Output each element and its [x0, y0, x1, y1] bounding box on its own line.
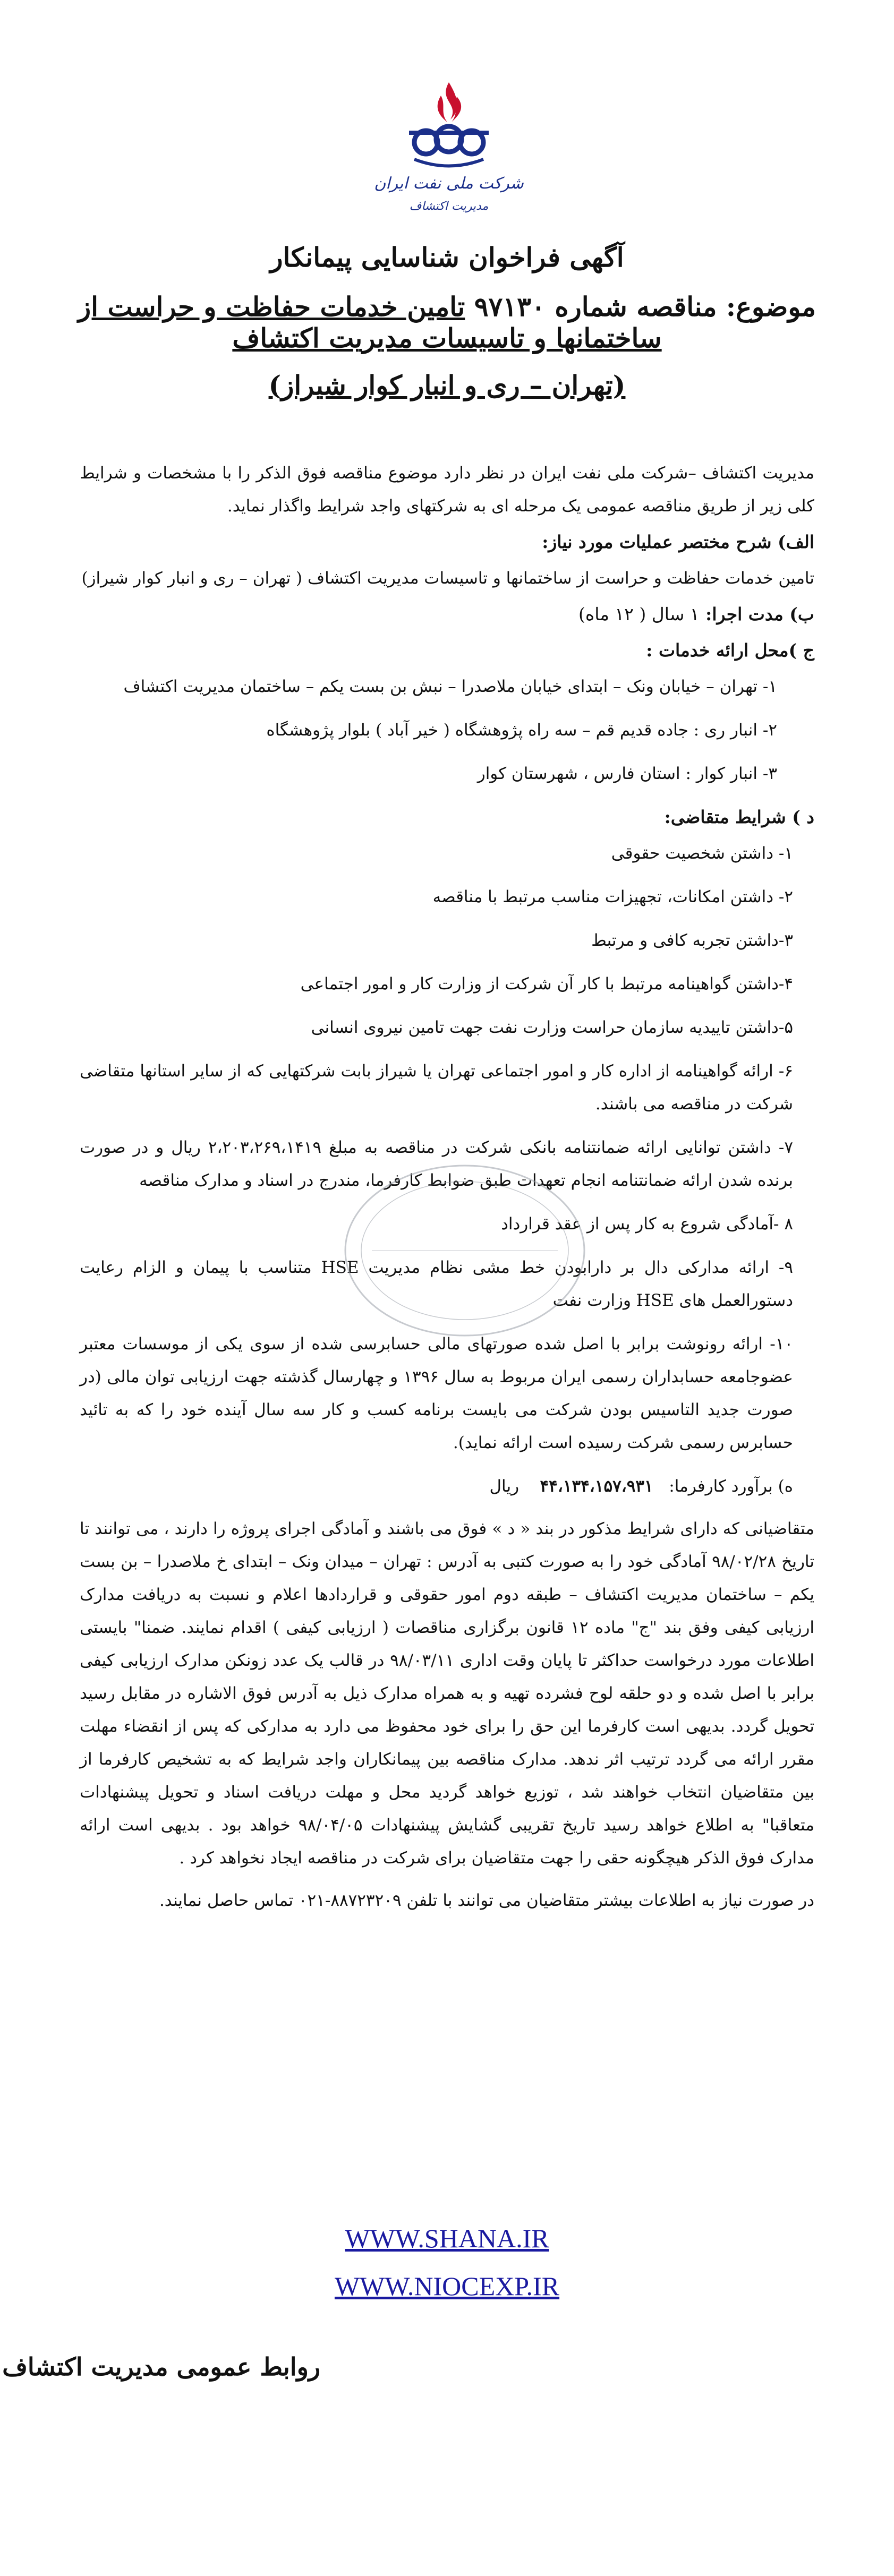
- section-e: [80, 1470, 814, 1503]
- contact-line: در صورت نیاز به اطلاعات بیشتر متقاضیان می توانند با تلفن ۸۸۷۲۳۲۰۹-۰۲۱ تماس حاصل نمایند.: [159, 1891, 814, 1910]
- website-links: [0, 2214, 894, 2310]
- shana-link[interactable]: WWW.SHANA.IR: [345, 2223, 549, 2253]
- list-item: ۲- انبار ری : جاده قدیم قم – سه راه پژوهشگاه ( خیر آباد ) بلوار پژوهشگاه: [266, 721, 777, 740]
- page-title: آگهی فراخوان شناسایی پیمانکار: [270, 242, 624, 273]
- section-b-heading: ب) مدت اجرا:: [705, 604, 814, 624]
- subject-prefix: موضوع: مناقصه شماره: [555, 291, 816, 322]
- list-item: ۹- ارائه مدارکی دال بر دارابودن خط مشی نظام مدیریت HSE متناسب با پیمان و الزام رعایت دستورالعمل های HSE وزارت نفت: [80, 1258, 794, 1310]
- closing-paragraph: متقاضیانی که دارای شرایط مذکور در بند « د » فوق می باشند و آمادگی اجرای پروژه را دارند ، می توانند تا تاریخ ۹۸/۰۲/۲۸ آمادگی خود را به صورت کتبی به آدرس : تهران – میدان ونک – ابتدای خ ملاصدرا – بن بست یکم – ساختمان مدیریت اکتشاف – طبقه دوم امور حقوقی و قراردادها اعلام و نسبت به دریافت مدارک ارزیابی کیفی وفق بند "ج" ماده ۱۲ قانون برگزاری مناقصات ( ارزیابی کیفی ) اقدام نمایند. ضمنا" بایستی اطلاعات مورد درخواست حداکثر تا پایان وقت اداری ۹۸/۰۳/۱۱ در قالب یک عدد زونکن مدارک ارزیابی کیفی برابر با اصل شده و دو حلقه لوح فشرده تهیه و به همراه مدارک ذیل به آدرس فوق الاشاره در مقابل رسید تحویل گردد. بدیهی است کارفرما این حق را برای خود محفوظ می دارد به مدارکی که پس از انقضاء مهلت مقرر ارائه می گردد ترتیب اثر ندهد. مدارک مناقصه بین پیمانکاران واجد شرایط که به تشخیص کارفرما از بین متقاضیان انتخاب خواهند شد ، توزیع خواهد گردید محل و مهلت دریافت اسناد و تحویل پیشنهادات متعاقبا" به اطلاع خواهد رسید تاریخ تقریبی گشایش پیشنهادات ۹۸/۰۴/۰۵ خواهد بود . بدیهی است ارائه مدارک فوق الذکر هیچگونه حقی را جهت متقاضیان برای شرکت در مناقصه ایجاد نخواهد کرد .: [80, 1519, 815, 1868]
- tender-number: ۹۷۱۳۰: [474, 291, 546, 322]
- location-list: [80, 670, 814, 790]
- section-a-text: تامین خدمات حفاظت و حراست از ساختمانها و تاسیسات مدیریت اکتشاف ( تهران – ری و انبار کوار شیراز): [81, 569, 814, 588]
- subject-text: تامین خدمات حفاظت و حراست از ساختمانها و تاسیسات مدیریت اکتشاف: [78, 291, 662, 354]
- section-c-heading: ج )محل ارائه خدمات :: [646, 640, 814, 661]
- list-item: ۱- تهران – خیابان ونک – ابتدای خیابان ملاصدرا – نبش بن بست یکم – ساختمان مدیریت اکتشاف: [123, 677, 777, 696]
- watermark-stamp-icon: [340, 1158, 590, 1343]
- section-b: [80, 598, 814, 631]
- list-item: ۷- داشتن توانایی ارائه ضمانتنامه بانکی شرکت در مناقصه به مبلغ ۲،۲۰۳،۲۶۹،۱۴۱۹ ریال و در صورت برنده شدن ارائه ضمانتنامه انجام تعهدات طبق ضوابط کارفرما، مندرج در اسناد و مدارک مناقصه: [80, 1138, 793, 1190]
- niocexp-link[interactable]: WWW.NIOCEXP.IR: [334, 2271, 560, 2301]
- section-b-text: ۱ سال ( ۱۲ ماه): [578, 604, 700, 624]
- list-item: ۳-داشتن تجربه کافی و مرتبط: [591, 931, 793, 950]
- header: [64, 242, 830, 401]
- svg-text:شرکت ملی نفت ایران: شرکت ملی نفت ایران: [374, 174, 524, 193]
- nioc-logo-icon: [374, 80, 524, 228]
- list-item: ۳- انبار کوار : استان فارس ، شهرستان کوار: [477, 764, 777, 783]
- list-item: ۵-داشتن تاییدیه سازمان حراست وزارت نفت جهت تامین نیروی انسانی: [311, 1018, 793, 1037]
- svg-text:مدیریت اکتشاف: مدیریت اکتشاف: [409, 200, 489, 213]
- location-line: (تهران – ری و انبار کوار شیراز): [268, 370, 626, 401]
- section-a-heading: الف) شرح مختصر عملیات مورد نیاز:: [542, 532, 814, 552]
- budget-unit: ریال: [489, 1477, 520, 1496]
- requirements-list: [80, 837, 814, 1459]
- list-item: ۴-داشتن گواهینامه مرتبط با کار آن شرکت از وزارت کار و امور اجتماعی: [300, 974, 793, 994]
- subject-line: [64, 291, 830, 354]
- list-item: ۱- داشتن شخصیت حقوقی: [611, 844, 793, 863]
- list-item: ۲- داشتن امکانات، تجهیزات مناسب مرتبط با مناقصه: [432, 887, 793, 906]
- list-item: ۸ -آمادگی شروع به کار پس از عقد قرارداد: [501, 1214, 793, 1234]
- section-d-heading: د ) شرایط متقاضی:: [664, 807, 814, 827]
- budget-amount: ۴۴،۱۳۴،۱۵۷،۹۳۱: [540, 1477, 653, 1496]
- section-e-heading: ه) برآورد کارفرما:: [669, 1477, 793, 1496]
- list-item: ۶- ارائه گواهینامه از اداره کار و امور اجتماعی تهران یا شیراز بابت شرکتهایی که از سایر استانها متقاضی شرکت در مناقصه می باشند.: [80, 1062, 793, 1114]
- footer-signature: روابط عمومی مدیریت اکتشاف: [2, 2352, 320, 2381]
- list-item: ۱۰- ارائه رونوشت برابر با اصل شده صورتهای مالی حسابرسی شده از سوی یکی از موسسات معتبر عضوجامعه حسابداران رسمی ایران مربوط به سال ۱۳۹۶ و چهارسال گذشته جهت ارزیابی توان مالی (در صورت جدید التاسیس بودن شرکت می بایست برنامه کسب و کار سه سال آینده خود را که به تائید حسابرس رسمی شرکت رسیده است ارائه نماید).: [80, 1334, 793, 1452]
- intro-paragraph: مدیریت اکتشاف –شرکت ملی نفت ایران در نظر دارد موضوع مناقصه فوق الذکر را با مشخصات و شرایط کلی زیر از طریق مناقصه عمومی یک مرحله ای به شرکتهای واجد شرایط واگذار نماید.: [80, 464, 814, 516]
